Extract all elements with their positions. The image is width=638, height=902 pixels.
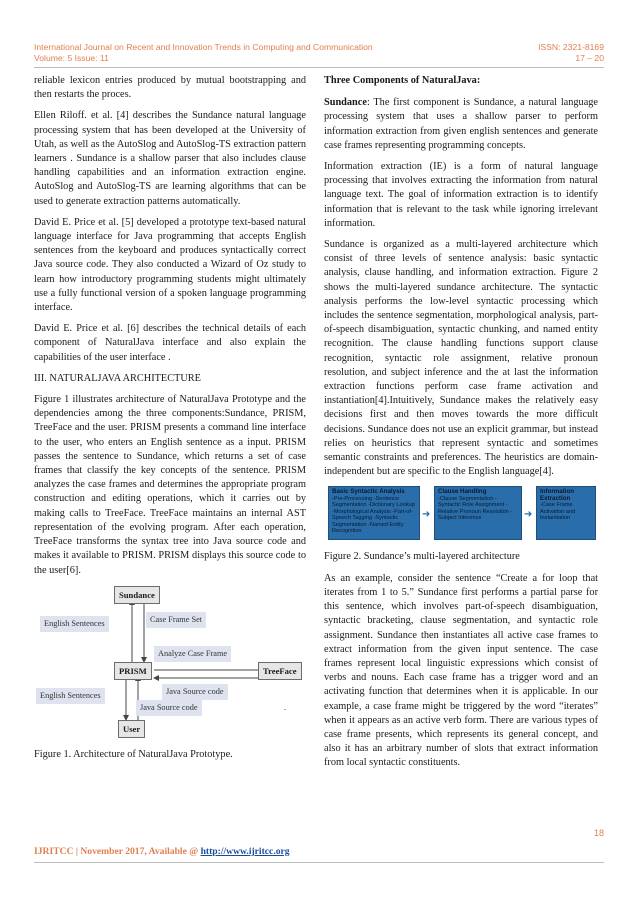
user-box: User bbox=[118, 720, 145, 738]
right-paragraph-3: Sundance is organized as a multi-layered architecture which consist of three levels of sentence analysis: basic syntactic analysis, clause handling, and information extraction. Figure 2 shows the multi-layered sundance architecture. The syntactic analysis performs the low-level syntactic processing which includes the sentence segmentation, morphological analysis, part-of-speech disambiguation, syntactic chunking, and named entity recognition. The clause handling functions support clause recognition, syntactic role assignment, relative pronoun resolution, and subject inference and the at last the information extraction functions perform case frame activation and instantiation[4].Intuitively, Sundance makes the relatively easy decisions first and then moves towards the more difficult decisions. Sundance does not use an explicit grammar, but instead relies on heuristics that represent syntactic and sometimes semantic constraints and preferences. The heuristics are domain-independent but are specific to the English language[4]. bbox=[324, 239, 598, 478]
arrow-right-icon: ➜ bbox=[422, 509, 431, 521]
information-extraction-box bbox=[536, 486, 596, 540]
clause-handling-box bbox=[434, 486, 522, 540]
issn: ISSN: 2321-8169 bbox=[538, 42, 604, 52]
components-heading: Three Components of NaturalJava: bbox=[324, 75, 481, 86]
basic-syntactic-analysis-title: Basic Syntactic Analysis bbox=[332, 488, 405, 496]
case-frame-set-label: Case Frame Set bbox=[146, 612, 206, 628]
information-extraction-items: -Case Frame Activation and Instantiation bbox=[540, 502, 576, 522]
header-rule bbox=[34, 67, 604, 68]
figure-2-caption: Figure 2. Sundance’s multi-layered architecture bbox=[324, 551, 520, 563]
sundance-box: Sundance bbox=[114, 586, 160, 604]
english-sentences-label-2: English Sentences bbox=[36, 688, 105, 704]
journal-link[interactable]: http://www.ijritcc.org bbox=[200, 846, 290, 857]
left-paragraph-3: David E. Price et al. [5] developed a prototype text-based natural language interface for Java programming that accepts English sentences from the keyboard and produces syntactically correct Java source code. They also conducted a Wizard of Oz study to learn how introductory programming students might ultimately use a fully functional version of a spoken language programming interface. bbox=[34, 216, 306, 314]
journal-title: International Journal on Recent and Innovation Trends in Computing and Communication bbox=[34, 42, 373, 52]
clause-handling-title: Clause Handling bbox=[438, 488, 487, 496]
prism-box: PRISM bbox=[114, 662, 152, 680]
footer-rule bbox=[34, 862, 604, 863]
left-paragraph-5: Figure 1 illustrates architecture of NaturalJava Prototype and the dependencies among the three components:Sundance, PRISM, TreeFace and the user. PRISM presents a command line interface to the user, who enters an English sentence as a input. PRISM passes the sentence to Sundance, which returns a set of case frames that classify the key concepts of the sentence. PRISM analyzes the case frames and determines the appropriate program construction and editing operations, which it carries out by making calls to TreeFace. TreeFace maintains an internal AST representation of the evolving program. After each operation, TreeFace transforms the syntax tree into Java source code and makes it available to PRISM. PRISM displays this source code to the user[6]. bbox=[34, 394, 306, 576]
treeface-box: TreeFace bbox=[258, 662, 302, 680]
figure-1-caption: Figure 1. Architecture of NaturalJava Prototype. bbox=[34, 748, 233, 760]
left-paragraph-2: Ellen Riloff. et al. [4] describes the Sundance natural language processing system that has been developed at the University of Utah, as well as the AutoSlog and AutoSlog-TS extraction pattern learners . Sundance is a shallow parser that also includes clause handling capabilities and an information extraction engine. AutoSlog and AutoSlog-TS are learning algorithms that can be used to generate extraction patterns automatically. bbox=[34, 110, 306, 207]
clause-handling-items: -Clause Segmentation -Syntactic Role Assignment -Relative Pronoun Resolution -Subject Inference bbox=[438, 495, 513, 522]
volume: Volume: 5 Issue: 11 bbox=[34, 53, 109, 63]
left-paragraph-1: reliable lexicon entries produced by mutual bootstrapping and then restarts the proces. bbox=[34, 75, 306, 101]
information-extraction-title: Information Extraction bbox=[540, 488, 575, 502]
figure-2-diagram bbox=[326, 486, 596, 542]
page-number: 18 bbox=[593, 828, 604, 838]
figure-1-diagram bbox=[36, 586, 306, 734]
basic-syntactic-analysis-box bbox=[328, 486, 420, 540]
section-heading: III. NATURALJAVA ARCHITECTURE bbox=[34, 372, 201, 384]
left-column bbox=[34, 74, 306, 769]
page-range: 17 – 20 bbox=[575, 53, 604, 63]
footer-text bbox=[34, 846, 290, 857]
english-sentences-label-1: English Sentences bbox=[40, 616, 109, 632]
basic-syntactic-analysis-items: -Pre-Processing -Sentence Segmentation -Dictionary Lookup -Morphological Analysis -Part-of-Speech Tagging -Syntactic Segmentation -Named Entity Recognition bbox=[332, 495, 415, 534]
figure-1-stray-dot: . bbox=[284, 702, 287, 712]
right-paragraph-4: As an example, consider the sentence “Create a for loop that iterates from 1 to 5.” Sundance first performs a partial parse for this sentence, which involves part-of-speech disambiguation, syntactic bracketing, clause segmentation, and syntactic role assignment. Sundance then instantiates all active case frames to extract information from the given input sentence. The case frames represent local linguistic expressions which consist of verbs and nouns. Each case frame has a trigger word and an activating function that determines when it is applicable. In our example, a case frame might be triggered by the word “iterates” when it appears as an active verb form. There are various types of case frame presents, which represents its general concept, and also it has an arbitrary number of slots that extract information from local syntactic constituents. bbox=[324, 572, 598, 769]
right-paragraph-2: Information extraction (IE) is a form of natural language processing that involves extracting the information from natural language text. The goal of information extraction is to identify information that is relevant to the task while ignoring irrelevant information. bbox=[324, 161, 598, 229]
java-source-code-label-2: Java Source code bbox=[136, 700, 202, 716]
java-source-code-label-1: Java Source code bbox=[162, 684, 228, 700]
right-column bbox=[324, 74, 598, 778]
sundance-label: Sundance bbox=[324, 97, 367, 109]
sundance-text: : The first component is Sundance, a natural language processing system that uses a shallow parser to perform information extraction from given english sentences and generate case frames representing programming concepts. bbox=[324, 97, 598, 151]
left-paragraph-4: David E. Price et al. [6] describes the technical details of each component of NaturalJava interface and also explain the capabilities of the user interface . bbox=[34, 323, 306, 363]
sundance-paragraph bbox=[324, 96, 598, 153]
arrow-right-icon: ➜ bbox=[524, 509, 533, 521]
analyze-case-frame-label: Analyze Case Frame bbox=[154, 646, 231, 662]
footer-label: IJRITCC | November 2017, Available @ bbox=[34, 846, 201, 857]
